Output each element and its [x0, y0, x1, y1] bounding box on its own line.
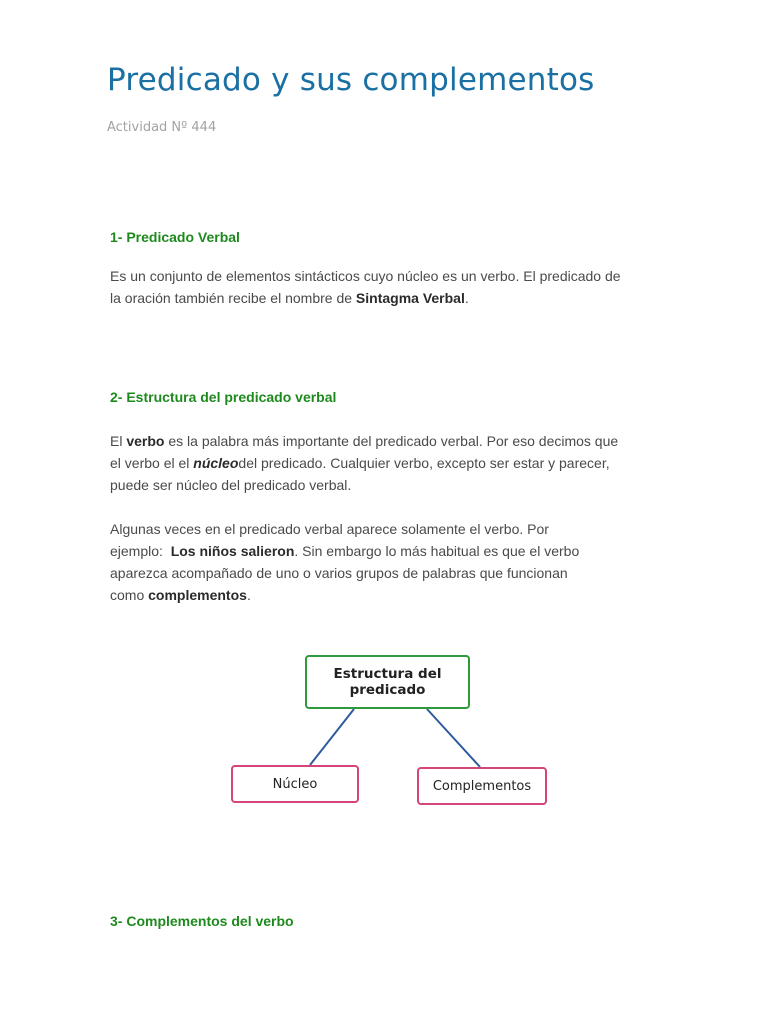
bold-term-sintagma-verbal: Sintagma Verbal [355, 290, 465, 306]
diagram-node-complementos [417, 767, 547, 805]
paragraph-line [110, 430, 670, 452]
node-label-nucleo: Núcleo [272, 776, 318, 792]
text-segment: ejemplo: [110, 543, 171, 559]
diagram-node-nucleo [231, 765, 359, 803]
paragraph-line [110, 287, 670, 309]
text-segment: el verbo el el [110, 455, 194, 471]
estructura-paragraph-2 [110, 518, 670, 606]
paragraph-line: aparezca acompañado de uno o varios grupos de palabras que funcionan [110, 565, 568, 581]
root-node-label-line1: Estructura del [333, 666, 442, 682]
text-segment: El [110, 433, 127, 449]
predicado-verbal-paragraph [110, 265, 670, 309]
node-label-complementos: Complementos [432, 778, 532, 794]
paragraph-line: puede ser núcleo del predicado verbal. [110, 477, 352, 493]
connector-line-left [310, 709, 354, 765]
bold-term-verbo: verbo [126, 433, 165, 449]
paragraph-line [110, 452, 670, 474]
page-title: Predicado y sus complementos [107, 62, 595, 98]
section-heading-complementos: 3- Complementos del verbo [110, 913, 294, 929]
estructura-paragraph-1 [110, 430, 670, 496]
connector-line-right [427, 709, 480, 767]
text-segment: es la palabra más importante del predicado verbal. Por eso decimos que [164, 433, 619, 449]
text-segment: . Sin embargo lo más habitual es que el verbo [294, 543, 580, 559]
paragraph-line: Algunas veces en el predicado verbal aparece solamente el verbo. Por [110, 521, 549, 537]
text-segment: . [464, 290, 469, 306]
text-segment: . [246, 587, 251, 603]
predicate-structure-diagram [230, 655, 550, 807]
section-heading-predicado-verbal: 1- Predicado Verbal [110, 229, 240, 245]
activity-number: Actividad Nº 444 [107, 120, 217, 135]
root-node-label-line2: predicado [349, 682, 426, 698]
diagram-root-node [305, 655, 470, 709]
text-segment: la oración también recibe el nombre de [110, 290, 356, 306]
paragraph-line [110, 540, 670, 562]
section-heading-estructura: 2- Estructura del predicado verbal [110, 389, 337, 405]
text-segment: como [110, 587, 149, 603]
bold-example-sentence: Los niños salieron [170, 543, 295, 559]
paragraph-line [110, 584, 670, 606]
paragraph-line: Es un conjunto de elementos sintácticos cuyo núcleo es un verbo. El predicado de [110, 268, 621, 284]
bold-italic-term-nucleo: núcleo [193, 455, 239, 471]
bold-term-complementos: complementos [148, 587, 247, 603]
text-segment: del predicado. Cualquier verbo, excepto ser estar y parecer, [238, 455, 610, 471]
